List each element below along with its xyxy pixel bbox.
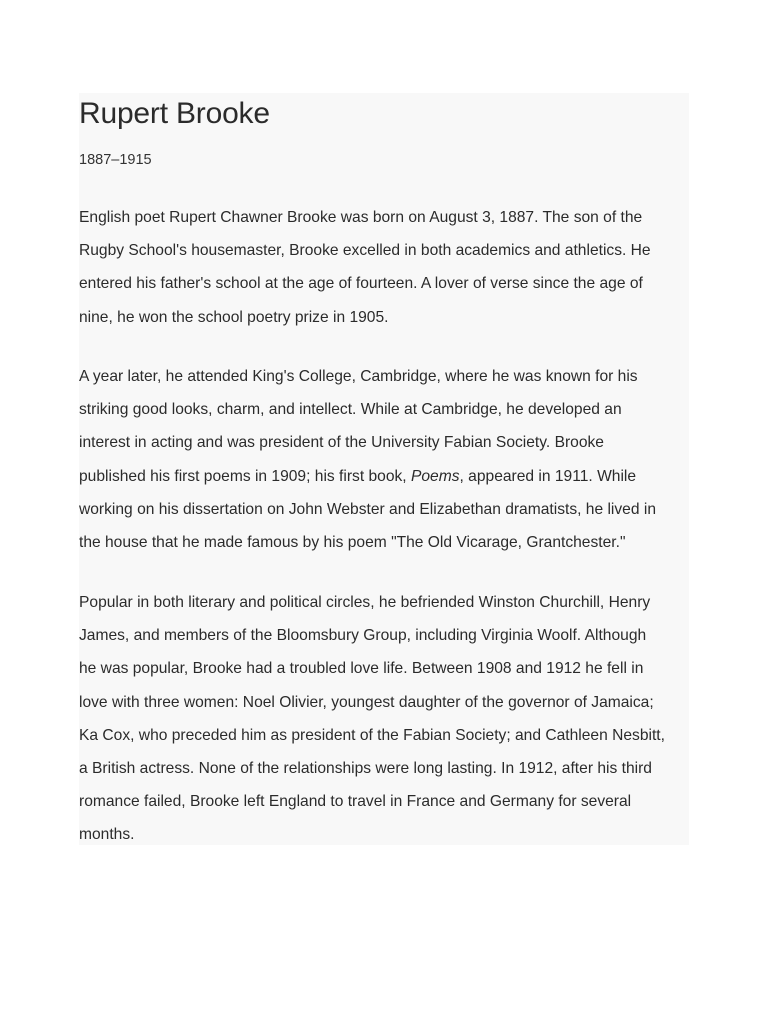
paragraph-line: months.	[79, 826, 135, 844]
paragraph-line: romance failed, Brooke left England to travel in France and Germany for several	[79, 793, 632, 811]
paragraph-line: striking good looks, charm, and intellect. While at Cambridge, he developed an	[79, 401, 622, 419]
paragraph-line: Popular in both literary and political circles, he befriended Winston Churchill, Henry	[79, 594, 651, 611]
line-text: , appeared in 1911. While	[459, 467, 637, 485]
paragraph-line	[79, 460, 685, 493]
paragraph-line: nine, he won the school poetry prize in 1905.	[79, 308, 389, 326]
paragraph-line: English poet Rupert Chawner Brooke was born on August 3, 1887. The son of the	[79, 209, 643, 226]
line-text: published his first poems in 1909; his first book,	[79, 467, 411, 485]
paragraph-line: James, and members of the Bloomsbury Group, including Virginia Woolf. Although	[79, 627, 647, 645]
paragraph-line: Rugby School's housemaster, Brooke excelled in both academics and athletics. He	[79, 242, 651, 260]
paragraph-line: interest in acting and was president of the University Fabian Society. Brooke	[79, 434, 604, 452]
biography-paragraph-3	[79, 586, 685, 852]
biography-paragraph-2	[79, 360, 685, 559]
paragraph-line: a British actress. None of the relationships were long lasting. In 1912, after his third	[79, 760, 652, 778]
life-dates: 1887–1915	[79, 152, 152, 168]
paragraph-line: entered his father's school at the age of fourteen. A lover of verse since the age of	[79, 275, 643, 293]
paragraph-line: A year later, he attended King's College, Cambridge, where he was known for his	[79, 368, 638, 385]
page-title: Rupert Brooke	[79, 97, 270, 130]
biography-paragraph-1	[79, 201, 685, 334]
paragraph-line: he was popular, Brooke had a troubled love life. Between 1908 and 1912 he fell in	[79, 660, 644, 678]
paragraph-line: working on his dissertation on John Webster and Elizabethan dramatists, he lived in	[79, 500, 656, 518]
book-title-poems: Poems	[410, 467, 460, 485]
paragraph-line: love with three women: Noel Olivier, youngest daughter of the governor of Jamaica;	[79, 693, 654, 711]
paragraph-line: the house that he made famous by his poem "The Old Vicarage, Grantchester."	[79, 534, 626, 552]
paragraph-line: Ka Cox, who preceded him as president of the Fabian Society; and Cathleen Nesbitt,	[79, 726, 665, 744]
